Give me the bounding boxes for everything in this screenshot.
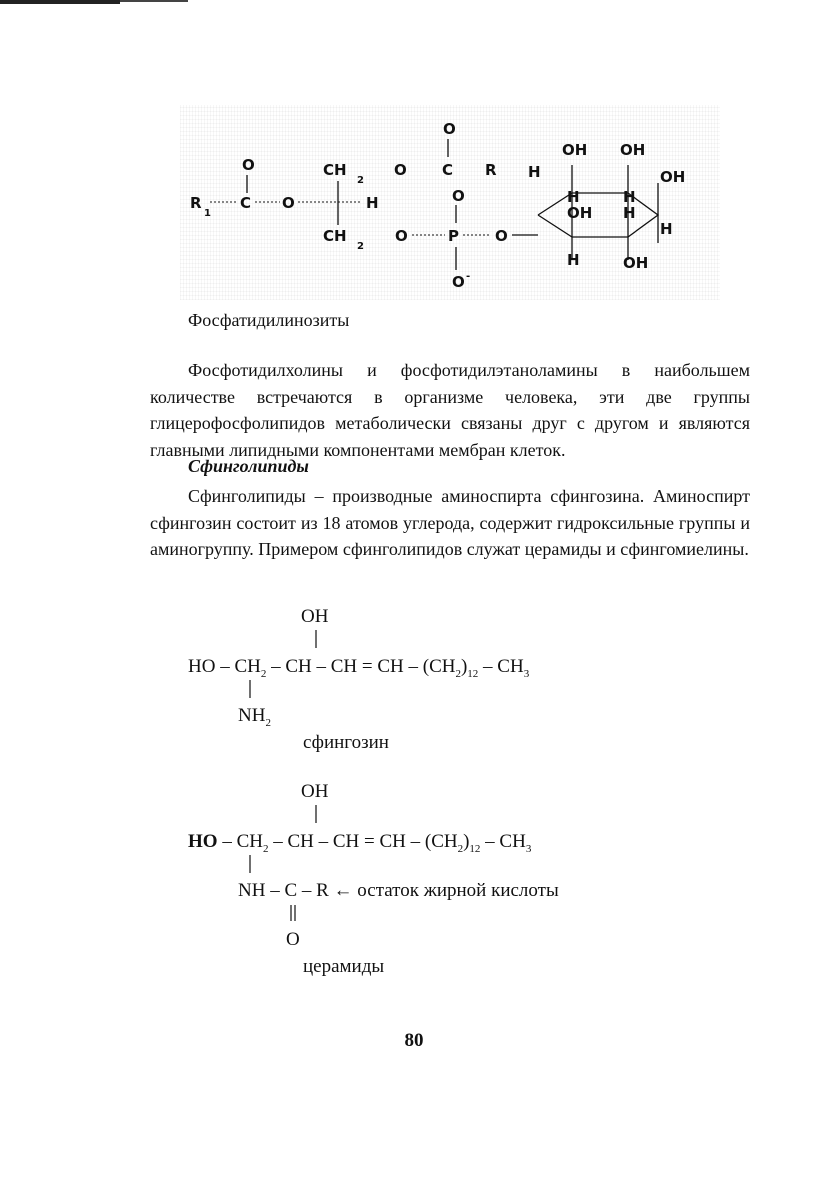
sub: 3 — [523, 668, 530, 680]
paragraph-phospholipids: Фосфотидилхолины и фосфотидилэтаноламины в наибольшем количестве встречаются в организме человека, эти две группы глицерофосфолипидов метаболически связаны друг с другом и являются главными липидными компонентами мембран клеток. — [150, 360, 750, 460]
svg-text:HO – CH2 – CH – CH = CH – (CH2 — [188, 656, 530, 680]
atom-h: H — [567, 188, 580, 206]
atom-p: P — [448, 227, 459, 245]
amino-group: NH — [238, 705, 266, 726]
chain-start: HO – CH — [188, 656, 261, 677]
atom-h: H — [623, 204, 636, 222]
sub: 2 — [455, 668, 461, 680]
paragraph-sphingolipids: Сфинголипиды – производные аминоспирта сфингозина. Аминоспирт сфингозин состоит из 18 атомов углерода, содержит гидроксильные группы и аминогруппу. Примером сфинголипидов служат церамиды и сфингомиелины. — [150, 486, 750, 559]
atom-o-minus: O — [452, 273, 465, 291]
sub: 2 — [260, 668, 267, 680]
chain-start: – CH — [217, 831, 263, 852]
page-number: 80 — [404, 1030, 424, 1051]
sphingosine-formula — [188, 600, 608, 756]
group-oh: OH — [620, 141, 646, 159]
sub: 2 — [262, 843, 269, 855]
sub: 12 — [469, 843, 481, 855]
atom-o: O — [394, 161, 407, 179]
svg-text:NH2 — [238, 705, 271, 729]
ho-group: HO — [188, 831, 218, 852]
atom-h: H — [366, 194, 379, 212]
oh-group: OH — [301, 781, 329, 802]
sub: 12 — [467, 668, 479, 680]
atom-c: C — [442, 161, 454, 179]
group-oh: OH — [660, 168, 686, 186]
group-oh: OH — [562, 141, 588, 159]
chain-mid: – CH – CH = CH – (CH — [266, 656, 456, 677]
oh-group: OH — [301, 606, 329, 627]
atom-o: O — [282, 194, 295, 212]
group-oh: OH — [567, 204, 593, 222]
compound-name: сфингозин — [303, 732, 389, 753]
ceramide-formula — [188, 775, 618, 981]
atom-o: O — [242, 156, 255, 174]
charge-minus: - — [466, 271, 471, 282]
atom-o: O — [443, 120, 456, 138]
bracket: ) — [463, 831, 470, 852]
svg-text:HO – CH2 – CH – CH = CH – (CH2 — [188, 831, 532, 855]
phosphatidylinositol-structure — [180, 105, 720, 300]
amide-group: NH – C – R ← остаток жирной кислоты — [238, 880, 559, 901]
chain-end: – CH — [478, 656, 524, 677]
sub: 2 — [457, 843, 464, 855]
carbonyl-oxygen: O — [286, 929, 300, 950]
atom-o: O — [452, 187, 465, 205]
chain-end: – CH — [480, 831, 526, 852]
atom-r-sub: 1 — [204, 208, 211, 219]
group-ch2-sub: 2 — [357, 175, 364, 186]
section-heading: Сфинголипиды — [188, 456, 309, 476]
atom-o: O — [495, 227, 508, 245]
atom-h: H — [660, 220, 673, 238]
sub: 2 — [265, 717, 271, 729]
group-ch2: CH — [323, 227, 347, 245]
atom-c: C — [240, 194, 252, 212]
group-ch2-sub: 2 — [357, 241, 364, 252]
atom-r: R — [485, 161, 497, 179]
group-ch2: CH — [323, 161, 347, 179]
top-rule-thick — [0, 0, 120, 4]
bracket: ) — [460, 656, 468, 677]
atom-h: H — [528, 163, 541, 181]
atom-h: H — [567, 251, 580, 269]
atom-h: H — [623, 188, 636, 206]
compound-name: церамиды — [303, 956, 385, 977]
sub: 3 — [525, 843, 532, 855]
figure-caption: Фосфатидилинозиты — [188, 310, 350, 330]
chain-mid: – CH – CH = CH – (CH — [268, 831, 458, 852]
atom-r: R — [190, 194, 202, 212]
atom-o: O — [395, 227, 408, 245]
group-oh: OH — [623, 254, 649, 272]
